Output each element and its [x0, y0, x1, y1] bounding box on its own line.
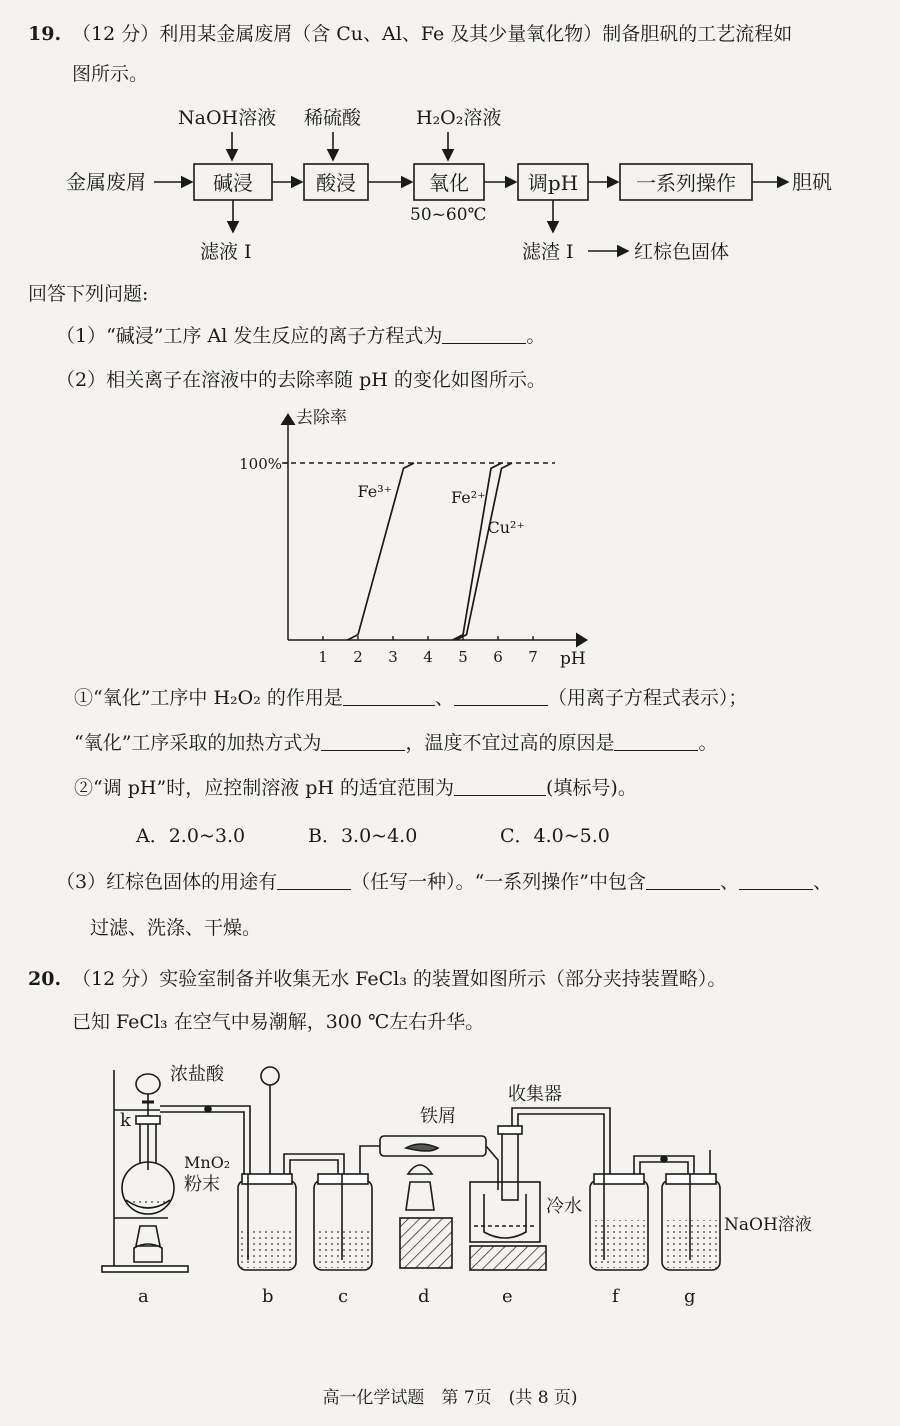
q19-part2-1-text-c: “氧化”工序采取的加热方式为 — [74, 732, 322, 754]
label-e: e — [502, 1286, 513, 1307]
separator: 、 — [434, 687, 454, 709]
answer-blank-8[interactable] — [646, 871, 720, 890]
answer-blank-3[interactable] — [454, 687, 548, 706]
filtrate-1: 滤液 I — [200, 241, 252, 263]
q19-part1-text: （1）“碱浸”工序 Al 发生反应的离子方程式为 — [56, 325, 443, 347]
x-tick-label: 6 — [493, 648, 503, 666]
label-b: b — [262, 1286, 274, 1307]
step-alkali-leach: 碱浸 — [213, 171, 253, 195]
q19-part2-1-text-e: 。 — [698, 732, 718, 754]
q19-part2-2-text-a: ②“调 pH”时，应控制溶液 pH 的适宜范围为 — [74, 777, 455, 799]
q20-stem-line2: 已知 FeCl₃ 在空气中易潮解，300 ℃左右升华。 — [72, 1011, 485, 1033]
step-series-ops: 一系列操作 — [636, 171, 736, 195]
label-cold-water: 冷水 — [546, 1196, 582, 1217]
x-tick-label: 7 — [528, 648, 538, 666]
series-label: Fe³⁺ — [357, 482, 393, 501]
label-valve-k: k — [120, 1110, 131, 1131]
reagent-h2so4: 稀硫酸 — [304, 107, 362, 129]
x-tick-label: 5 — [458, 648, 468, 666]
q20-number: 20. — [28, 968, 62, 990]
q19-part2-2-text-b: (填标号)。 — [546, 777, 637, 799]
q20-stem-line1: （12 分）实验室制备并收集无水 FeCl₃ 的装置如图所示（部分夹持装置略）。 — [72, 968, 727, 990]
label-iron-filings: 铁屑 — [420, 1106, 456, 1127]
option-a[interactable]: A．2.0~3.0 — [136, 825, 246, 847]
process-flow-diagram — [60, 98, 860, 268]
x-tick-label: 2 — [353, 648, 363, 666]
q19-part2-1-text-b: （用离子方程式表示）； — [547, 687, 748, 709]
page-footer: 高一化学试题 第 7页 (共 8 页) — [322, 1388, 578, 1408]
residue-1: 滤渣 I — [522, 241, 574, 263]
apparatus-diagram — [90, 1050, 850, 1320]
reagent-naoh: NaOH溶液 — [178, 107, 277, 129]
x-tick-label: 4 — [423, 648, 433, 666]
step-oxidation: 氧化 — [429, 171, 469, 195]
q19-stem-line1: （12 分）利用某金属废屑（含 Cu、Al、Fe 及其少量氧化物）制备胆矾的工艺流程如 — [72, 23, 793, 45]
label-conc-hcl: 浓盐酸 — [170, 1064, 224, 1085]
label-a: a — [138, 1286, 149, 1307]
series-label: Cu²⁺ — [487, 518, 525, 537]
q19-part3-text-a: （3）红棕色固体的用途有 — [56, 871, 278, 893]
label-d: d — [418, 1286, 430, 1307]
label-collector: 收集器 — [508, 1084, 562, 1105]
q19-part3-text-b: （任写一种）。“一系列操作”中包含 — [351, 871, 647, 893]
x-axis-label: pH — [560, 649, 586, 669]
option-c[interactable]: C．4.0~5.0 — [500, 825, 610, 847]
separator: 、 — [720, 871, 740, 893]
flow-input: 金属废屑 — [66, 170, 146, 194]
answer-blank-1[interactable] — [442, 325, 526, 344]
answer-blank-4[interactable] — [321, 732, 405, 751]
q19-part3-line2: 过滤、洗涤、干燥。 — [90, 917, 262, 939]
y-tick-label-100: 100% — [239, 455, 282, 473]
oxidation-temp: 50~60℃ — [410, 205, 487, 225]
q19-part2: （2）相关离子在溶液中的去除率随 pH 的变化如图所示。 — [56, 369, 546, 391]
q19-part2-1-text-d: ，温度不宜过高的原因是 — [405, 732, 615, 754]
label-naoh-solution: NaOH溶液 — [724, 1215, 812, 1235]
reagent-h2o2: H₂O₂溶液 — [416, 107, 502, 129]
q19-part3-line1 — [56, 870, 832, 894]
answer-blank-7[interactable] — [277, 871, 351, 890]
y-axis-label: 去除率 — [296, 408, 347, 428]
q19-stem-line2: 图所示。 — [72, 63, 149, 85]
q19-part1 — [56, 324, 545, 348]
step-adjust-ph: 调pH — [527, 171, 579, 195]
x-tick-label: 3 — [388, 648, 398, 666]
q19-part1-end: 。 — [526, 325, 546, 347]
series-label: Fe²⁺ — [451, 488, 486, 507]
label-g: g — [684, 1286, 696, 1307]
answer-blank-6[interactable] — [454, 777, 546, 796]
removal-rate-chart — [230, 405, 600, 677]
option-b[interactable]: B．3.0~4.0 — [308, 825, 418, 847]
q19-part2-1-line1 — [74, 686, 747, 710]
answer-blank-9[interactable] — [739, 871, 813, 890]
flow-output: 胆矾 — [792, 170, 832, 194]
label-c: c — [338, 1286, 349, 1307]
label-mno2: MnO₂ — [184, 1153, 231, 1172]
q19-part2-2 — [74, 776, 637, 800]
q19-part2-1-line2 — [74, 731, 717, 755]
q19-number: 19. — [28, 23, 62, 45]
separator: 、 — [813, 871, 833, 893]
answer-blank-2[interactable] — [343, 687, 435, 706]
q19-part2-1-text-a: ①“氧化”工序中 H₂O₂ 的作用是 — [74, 687, 343, 709]
red-brown-solid: 红棕色固体 — [634, 241, 730, 263]
x-tick-label: 1 — [318, 648, 328, 666]
answer-prompt: 回答下列问题: — [28, 283, 149, 305]
label-f: f — [612, 1286, 619, 1307]
step-acid-leach: 酸浸 — [316, 171, 356, 195]
answer-blank-5[interactable] — [614, 732, 698, 751]
label-powder: 粉末 — [184, 1174, 220, 1195]
